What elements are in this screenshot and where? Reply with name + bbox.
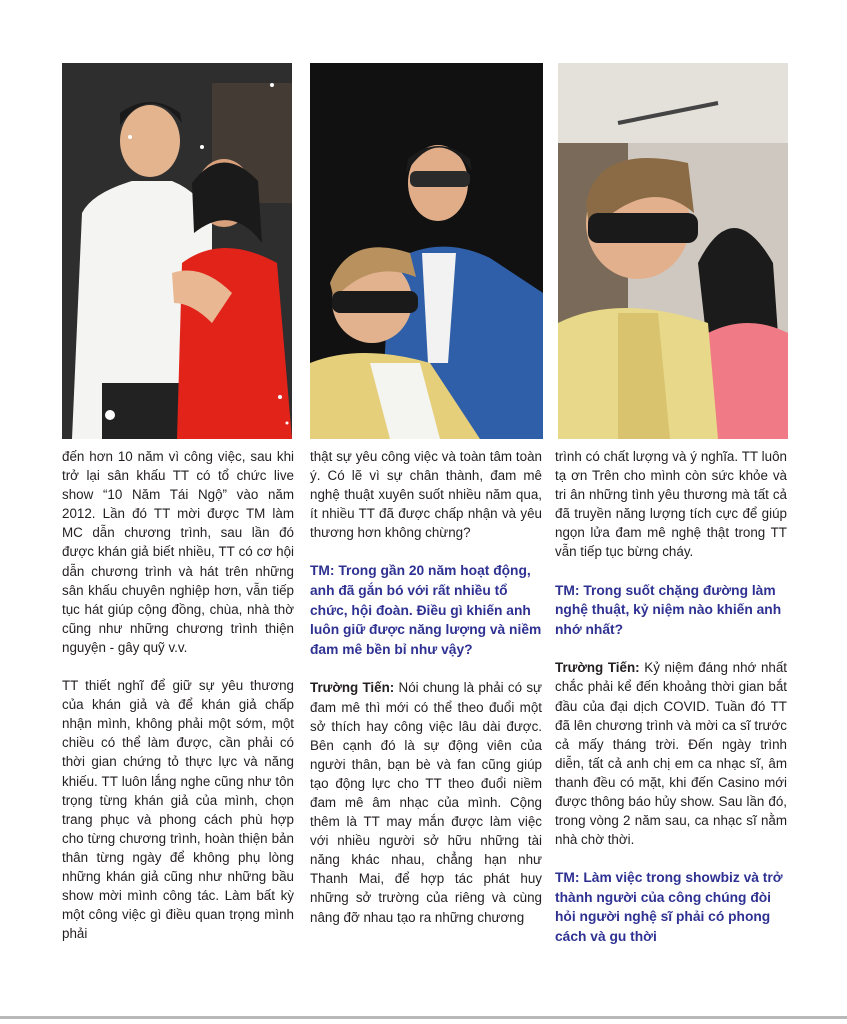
speaker-name: Trường Tiến: xyxy=(555,660,640,676)
interview-answer xyxy=(555,658,787,849)
photo-with-singer xyxy=(558,63,788,439)
paragraph: TT thiết nghĩ để giữ sự yêu thương của khán giả và để khán giả chấp nhận mình, không phải một sớm, một chiều có thể làm được, cần phải có thời gian chứng tỏ thực lực và năng khiếu. TT luôn lắng nghe cũng như tôn trọng từng khán giả của mình, chọn trang phục và phong cách phù hợp cho từng chương trình, hoàn thiện bản thân từng ngày để không phụ lòng những khán giả cũng như những bầu show mời mình công tác. Làm bất kỳ một công việc gì điều quan trọng mình phải xyxy=(62,678,294,942)
paragraph: trình có chất lượng và ý nghĩa. TT luôn tạ ơn Trên cho mình còn sức khỏe và tri ân những tình yêu thương mà tất cả đã truyền năng lượng tích cực để giúp ngọn lửa đam mê nghệ thật trong TT vẫn tiếp tục bừng cháy. xyxy=(555,449,787,560)
photo-selfie-image xyxy=(310,63,543,439)
interview-question: TM: Trong suốt chặng đường làm nghệ thuật, kỷ niệm nào khiến anh nhớ nhất? xyxy=(555,582,782,637)
photo-couple xyxy=(62,63,292,439)
article-column-3 xyxy=(555,447,787,947)
interview-answer xyxy=(310,678,542,926)
page-bottom-rule xyxy=(0,1016,847,1019)
interview-question: TM: Trong gần 20 năm hoạt động, anh đã gắn bó với rất nhiều tổ chức, hội đoàn. Điều gì khiến anh luôn giữ được năng lượng và niềm đam mê bền bỉ như vậy? xyxy=(310,563,542,657)
paragraph: thật sự yêu công việc và toàn tâm toàn ý. Có lẽ vì sự chân thành, đam mê nghệ thuật xuyên suốt nhiều năm qua, ít nhiều TT đã được chấp nhận và yêu thương hơn không chừng? xyxy=(310,449,542,541)
article-column-1 xyxy=(62,447,294,943)
answer-text: Kỷ niệm đáng nhớ nhất chắc phải kể đến khoảng thời gian bắt đầu của đại dịch COVID. Tuần đó TT đã lên chương trình và mời ca sĩ trước cả mấy tháng trời. Đến ngày trình diễn, tất cả anh chị em ca nhạc sĩ, âm thanh đều có mặt, khi đến Casino mới được thông báo hủy show. Sau lần đó, trong vòng 2 năm sau, ca nhạc sĩ nằm nhà chờ thời. xyxy=(555,660,788,848)
paragraph: đến hơn 10 năm vì công việc, sau khi trở lại sân khấu TT có tổ chức live show “10 Năm Tái Ngộ” vào năm 2012. Lần đó TT mời được TM làm MC dẫn chương trình, sau lần đó được khán giả biết nhiều, TT có cơ hội dẫn chương trình và hát trên những sân khấu chuyên nghiệp hơn, vẫn tiếp tục hát giúp cộng đồng, chùa, nhà thờ cũng như những chương trình thiện nguyện - gây quỹ v.v. xyxy=(62,449,294,655)
photo-couple-image xyxy=(62,63,292,439)
photo-selfie xyxy=(310,63,543,439)
answer-text: Nói chung là phải có sự đam mê thì mới có thể theo đuổi một sở thích hay công việc lâu dài được. Bên cạnh đó là sự động viên của người thân, bạn bè và fan cũng giúp tạo động lực cho TT theo đuổi niềm đam mê âm nhạc của mình. Cộng thêm là TT may mắn được làm việc với nhiều người sở hữu những tài năng khác nhau, chẳng hạn như Thanh Mai, để hợp tác phát huy những sở trường của riêng và cùng nâng đỡ nhau tạo ra những chương xyxy=(310,680,542,925)
interview-question: TM: Làm việc trong showbiz và trở thành người của công chúng đòi hỏi người nghệ sĩ phải có phong cách và gu thời xyxy=(555,870,783,945)
speaker-name: Trường Tiến: xyxy=(310,680,395,696)
article-column-2 xyxy=(310,447,542,927)
photo-with-singer-image xyxy=(558,63,788,439)
